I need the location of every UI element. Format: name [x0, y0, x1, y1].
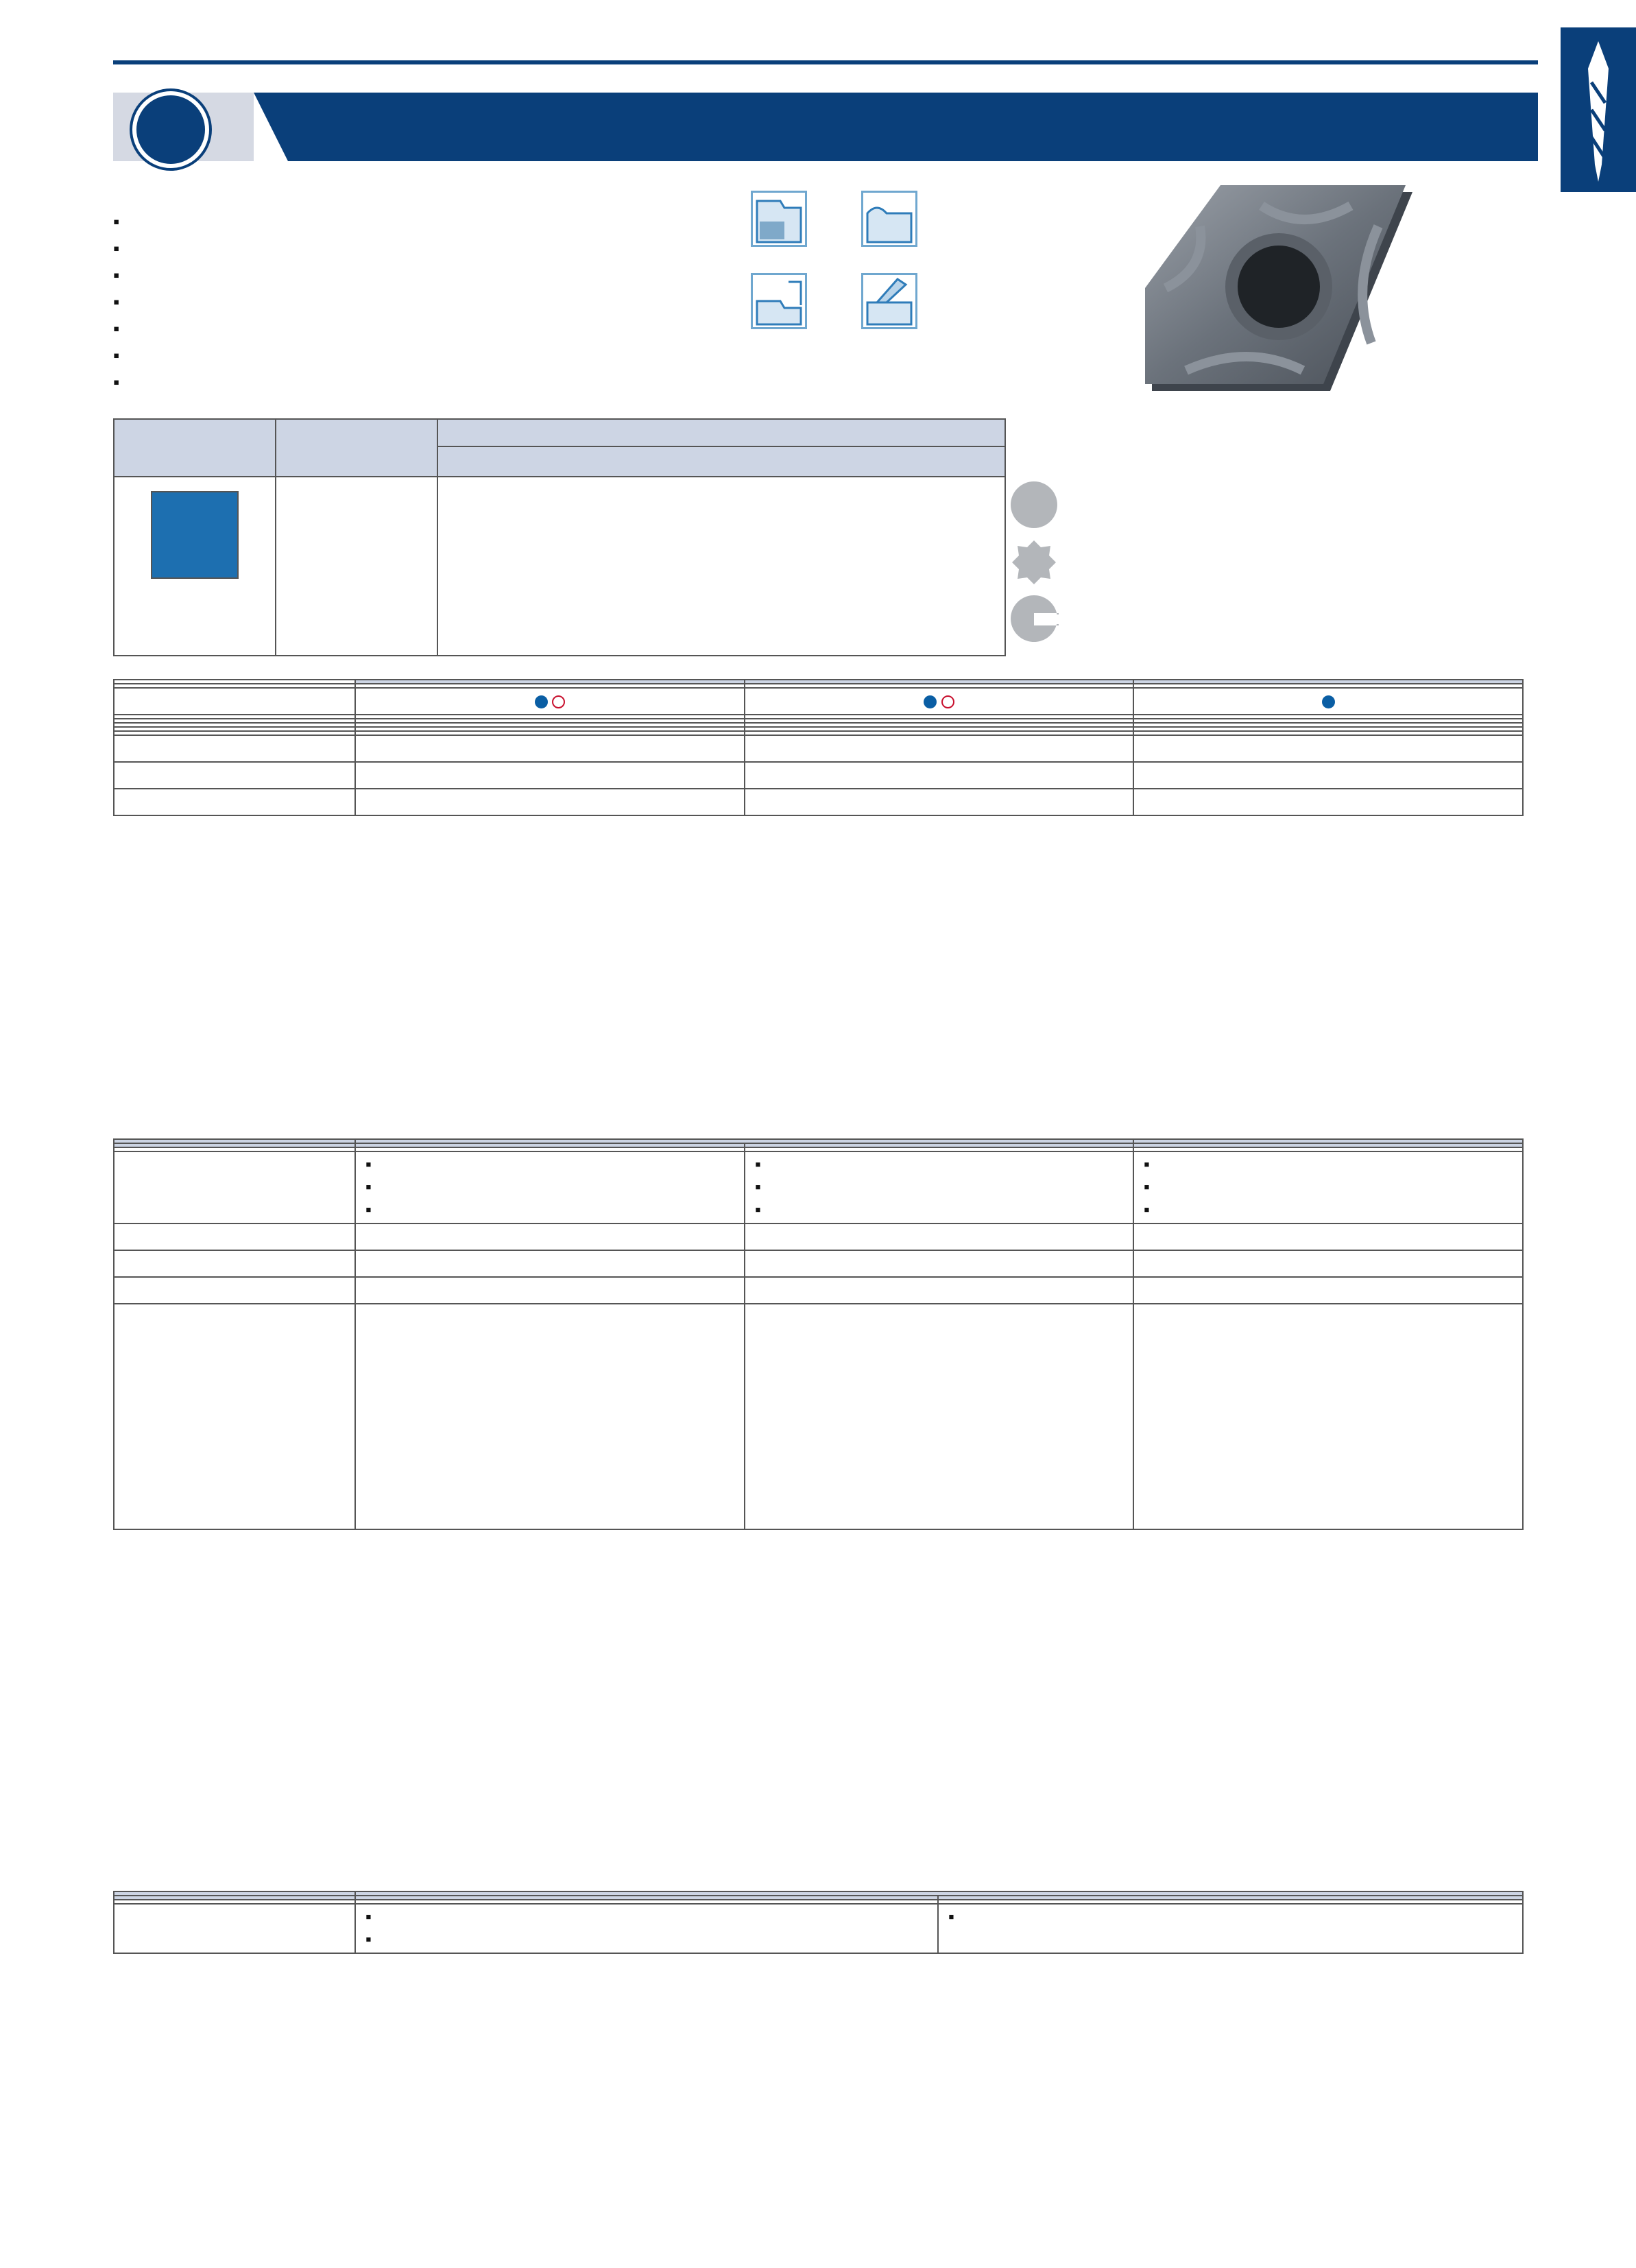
- rating-cell: [1133, 762, 1523, 789]
- iso-cell: [114, 477, 276, 656]
- row-label: [114, 1151, 355, 1223]
- advantage: [1141, 1154, 1515, 1176]
- range-table: [113, 418, 1006, 656]
- rating-cell: [355, 1277, 745, 1304]
- advantage-item: [113, 291, 126, 313]
- rating-cell: [1133, 1223, 1523, 1250]
- rating-cell: [355, 789, 745, 815]
- advantage: [363, 1929, 930, 1951]
- row-label: [114, 789, 355, 815]
- row-label: [114, 1223, 355, 1250]
- row-label: [114, 688, 355, 715]
- row-label: [114, 1277, 355, 1304]
- range-col-coating: [276, 419, 437, 477]
- range-bars-cell: [437, 477, 1005, 656]
- rating-cell: [1133, 735, 1523, 762]
- advantage: [946, 1906, 1515, 1929]
- diagram-cell: [745, 1304, 1133, 1529]
- rating-cell: [745, 762, 1133, 789]
- advantage-item: [113, 372, 126, 393]
- rating-cell: [745, 735, 1133, 762]
- steel-dot-icon: [1322, 695, 1335, 708]
- advantage: [752, 1199, 1126, 1221]
- advantage-item: [113, 265, 126, 286]
- castiron-dot-icon: [941, 695, 954, 708]
- advantages-cell: [355, 1904, 938, 1953]
- diagram-cell: [1133, 1304, 1523, 1529]
- advantage-item: [113, 318, 126, 339]
- rating-cell: [1133, 1250, 1523, 1277]
- rating-cell: [355, 1250, 745, 1277]
- advantages-cell: [355, 1151, 745, 1223]
- advantage-item: [113, 345, 126, 366]
- rating-cell: [1133, 789, 1523, 815]
- chip-shape-icon: [751, 273, 807, 329]
- application-dots: [745, 688, 1133, 715]
- chip-shape-icon: [861, 273, 917, 329]
- side-tab[interactable]: [1561, 27, 1636, 192]
- advantage: [1141, 1199, 1515, 1221]
- row-label: [114, 735, 355, 762]
- diagram-label-cell: [114, 1304, 355, 1529]
- diagram-cell: [355, 1304, 745, 1529]
- advantage: [752, 1154, 1126, 1176]
- advantages-cell: [938, 1904, 1523, 1953]
- chipbreaker-diagram: [1134, 1304, 1521, 1523]
- castiron-dot-icon: [552, 695, 565, 708]
- rating-cell: [745, 1250, 1133, 1277]
- range-heading: [438, 420, 1005, 447]
- chip-shape-icon: [861, 191, 917, 247]
- rating-cell: [1133, 1277, 1523, 1304]
- drill-icon: [1561, 27, 1636, 192]
- advantage-item: [113, 238, 126, 259]
- application-dots: [1133, 688, 1523, 715]
- rating-cell: [355, 735, 745, 762]
- banner: [254, 93, 1538, 161]
- advantage: [363, 1906, 930, 1929]
- condition-icons: [1008, 480, 1063, 645]
- chipbreaker-diagram: [745, 1304, 1132, 1523]
- advantage: [363, 1176, 737, 1199]
- chipbreaker-diagram: [356, 1304, 743, 1523]
- range-col-application: [114, 419, 276, 477]
- steel-dot-icon: [535, 695, 548, 708]
- rating-cell: [355, 1223, 745, 1250]
- row-label: [114, 762, 355, 789]
- iso-p-badge: [151, 491, 239, 579]
- header-rule: [113, 60, 1538, 64]
- advantages-cell: [745, 1151, 1133, 1223]
- medium-condition-icon: [1012, 540, 1056, 584]
- advantage: [363, 1154, 737, 1176]
- advantage: [1141, 1176, 1515, 1199]
- rating-cell: [745, 1223, 1133, 1250]
- chipbreakers-table: [113, 1138, 1524, 1530]
- info-icon: [132, 91, 209, 168]
- chipbreakers2-table: [113, 1891, 1524, 1954]
- rating-cell: [745, 1277, 1133, 1304]
- grades-table: [113, 679, 1524, 816]
- chip-shape-icon: [751, 191, 807, 247]
- range-chart: [438, 477, 1003, 649]
- row-label: [114, 1904, 355, 1953]
- good-condition-icon: [1011, 481, 1057, 528]
- rating-cell: [355, 762, 745, 789]
- range-col-range: [437, 419, 1005, 477]
- advantages-cell: [1133, 1151, 1523, 1223]
- row-label: [114, 1250, 355, 1277]
- range-scale: [438, 447, 1005, 475]
- application-dots: [355, 688, 745, 715]
- coating-cell: [276, 477, 437, 656]
- insert-photo: [1124, 185, 1426, 459]
- advantage-item: [113, 211, 126, 232]
- advantage: [363, 1199, 737, 1221]
- advantage: [752, 1176, 1126, 1199]
- steel-dot-icon: [924, 695, 937, 708]
- rating-cell: [745, 789, 1133, 815]
